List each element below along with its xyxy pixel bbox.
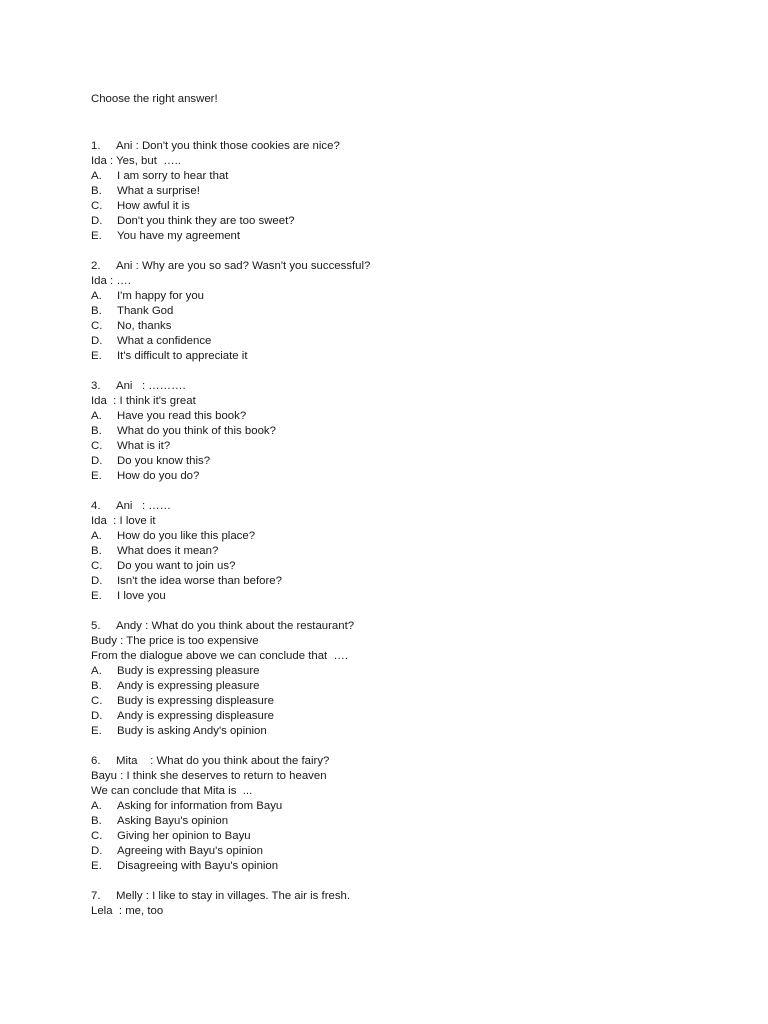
option-text: It's difficult to appreciate it (117, 350, 248, 362)
dialogue-line (91, 904, 731, 919)
answer-option (91, 559, 731, 574)
question-prompt-line (91, 889, 731, 904)
dialogue-text: Andy : What do you think about the restaurant? (116, 620, 355, 632)
question-1 (91, 139, 731, 244)
question-prompt-line (91, 139, 731, 154)
answer-option (91, 424, 731, 439)
option-text: I'm happy for you (117, 290, 205, 302)
answer-option (91, 694, 731, 709)
dialogue-line (91, 634, 731, 649)
option-text: Andy is expressing pleasure (117, 680, 260, 692)
option-letter: D. (91, 455, 103, 467)
option-letter: C. (91, 200, 103, 212)
option-text: Don't you think they are too sweet? (117, 215, 295, 227)
answer-option (91, 544, 731, 559)
option-text: Giving her opinion to Bayu (117, 830, 251, 842)
option-text: Do you want to join us? (117, 560, 236, 572)
question-prompt-line (91, 499, 731, 514)
answer-option (91, 709, 731, 724)
option-letter: A. (91, 530, 102, 542)
dialogue-text: Lela : me, too (91, 905, 164, 917)
dialogue-text: From the dialogue above we can conclude that …. (91, 650, 349, 662)
option-letter: E. (91, 860, 102, 872)
option-letter: B. (91, 305, 102, 317)
option-letter: D. (91, 215, 103, 227)
dialogue-line (91, 649, 731, 664)
option-text: Have you read this book? (117, 410, 247, 422)
question-prompt-line (91, 619, 731, 634)
option-letter: E. (91, 590, 102, 602)
answer-option (91, 319, 731, 334)
option-letter: B. (91, 815, 102, 827)
option-text: Andy is expressing displeasure (117, 710, 275, 722)
option-text: What do you think of this book? (117, 425, 276, 437)
dialogue-text: We can conclude that Mita is ... (91, 785, 253, 797)
option-text: What does it mean? (117, 545, 219, 557)
answer-option (91, 829, 731, 844)
option-text: You have my agreement (117, 230, 241, 242)
option-letter: D. (91, 575, 103, 587)
option-text: Thank God (117, 305, 174, 317)
option-text: Agreeing with Bayu's opinion (117, 845, 263, 857)
option-letter: E. (91, 725, 102, 737)
dialogue-text: Ani : …… (116, 500, 172, 512)
dialogue-line (91, 154, 731, 169)
dialogue-text: Mita : What do you think about the fairy? (116, 755, 330, 767)
option-letter: E. (91, 230, 102, 242)
answer-option (91, 664, 731, 679)
question-4 (91, 499, 731, 604)
answer-option (91, 469, 731, 484)
question-7 (91, 889, 731, 919)
answer-option (91, 679, 731, 694)
answer-option (91, 439, 731, 454)
dialogue-line (91, 769, 731, 784)
option-letter: B. (91, 545, 102, 557)
option-letter: E. (91, 350, 102, 362)
option-letter: B. (91, 680, 102, 692)
question-3 (91, 379, 731, 484)
question-2 (91, 259, 731, 364)
option-letter: C. (91, 830, 103, 842)
option-text: I am sorry to hear that (117, 170, 229, 182)
option-text: Budy is expressing pleasure (117, 665, 260, 677)
option-letter: C. (91, 440, 103, 452)
answer-option (91, 844, 731, 859)
option-text: What a confidence (117, 335, 212, 347)
option-text: What a surprise! (117, 185, 200, 197)
question-prompt-line (91, 754, 731, 769)
question-number: 7. (91, 890, 101, 902)
question-6 (91, 754, 731, 874)
question-number: 5. (91, 620, 101, 632)
answer-option (91, 799, 731, 814)
dialogue-line (91, 394, 731, 409)
option-text: How awful it is (117, 200, 190, 212)
answer-option (91, 214, 731, 229)
dialogue-text: Ani : ………. (116, 380, 186, 392)
worksheet-page (91, 92, 731, 934)
instruction-text: Choose the right answer! (91, 93, 218, 105)
option-letter: A. (91, 410, 102, 422)
question-prompt-line (91, 259, 731, 274)
answer-option (91, 229, 731, 244)
option-text: Asking Bayu's opinion (117, 815, 229, 827)
answer-option (91, 334, 731, 349)
option-text: Do you know this? (117, 455, 211, 467)
question-list (91, 139, 731, 919)
option-letter: D. (91, 335, 103, 347)
option-text: What is it? (117, 440, 171, 452)
answer-option (91, 289, 731, 304)
option-text: Isn't the idea worse than before? (117, 575, 282, 587)
option-letter: D. (91, 710, 103, 722)
question-number: 1. (91, 140, 101, 152)
option-letter: A. (91, 665, 102, 677)
answer-option (91, 184, 731, 199)
option-text: How do you do? (117, 470, 200, 482)
answer-option (91, 199, 731, 214)
option-text: Asking for information from Bayu (117, 800, 283, 812)
dialogue-text: Ani : Don't you think those cookies are nice? (116, 140, 340, 152)
option-text: Budy is asking Andy's opinion (117, 725, 267, 737)
option-text: No, thanks (117, 320, 172, 332)
answer-option (91, 409, 731, 424)
answer-option (91, 454, 731, 469)
answer-option (91, 859, 731, 874)
option-letter: A. (91, 290, 102, 302)
option-letter: A. (91, 800, 102, 812)
option-letter: C. (91, 560, 103, 572)
option-text: Disagreeing with Bayu's opinion (117, 860, 279, 872)
question-prompt-line (91, 379, 731, 394)
dialogue-text: Melly : I like to stay in villages. The air is fresh. (116, 890, 351, 902)
answer-option (91, 169, 731, 184)
question-number: 6. (91, 755, 101, 767)
option-letter: E. (91, 470, 102, 482)
question-5 (91, 619, 731, 739)
option-letter: D. (91, 845, 103, 857)
question-number: 4. (91, 500, 101, 512)
dialogue-text: Ani : Why are you so sad? Wasn't you successful? (116, 260, 371, 272)
option-text: Budy is expressing displeasure (117, 695, 275, 707)
answer-option (91, 529, 731, 544)
option-letter: B. (91, 425, 102, 437)
dialogue-text: Ida : …. (91, 275, 131, 287)
dialogue-line (91, 784, 731, 799)
answer-option (91, 574, 731, 589)
option-text: I love you (117, 590, 166, 602)
question-number: 3. (91, 380, 101, 392)
answer-option (91, 304, 731, 319)
answer-option (91, 814, 731, 829)
dialogue-text: Ida : Yes, but ….. (91, 155, 181, 167)
dialogue-text: Budy : The price is too expensive (91, 635, 259, 647)
dialogue-text: Ida : I think it's great (91, 395, 196, 407)
answer-option (91, 724, 731, 739)
option-letter: C. (91, 695, 103, 707)
answer-option (91, 349, 731, 364)
option-text: How do you like this place? (117, 530, 256, 542)
dialogue-text: Bayu : I think she deserves to return to heaven (91, 770, 327, 782)
option-letter: A. (91, 170, 102, 182)
dialogue-line (91, 274, 731, 289)
dialogue-line (91, 514, 731, 529)
answer-option (91, 589, 731, 604)
question-number: 2. (91, 260, 101, 272)
option-letter: C. (91, 320, 103, 332)
option-letter: B. (91, 185, 102, 197)
dialogue-text: Ida : I love it (91, 515, 156, 527)
